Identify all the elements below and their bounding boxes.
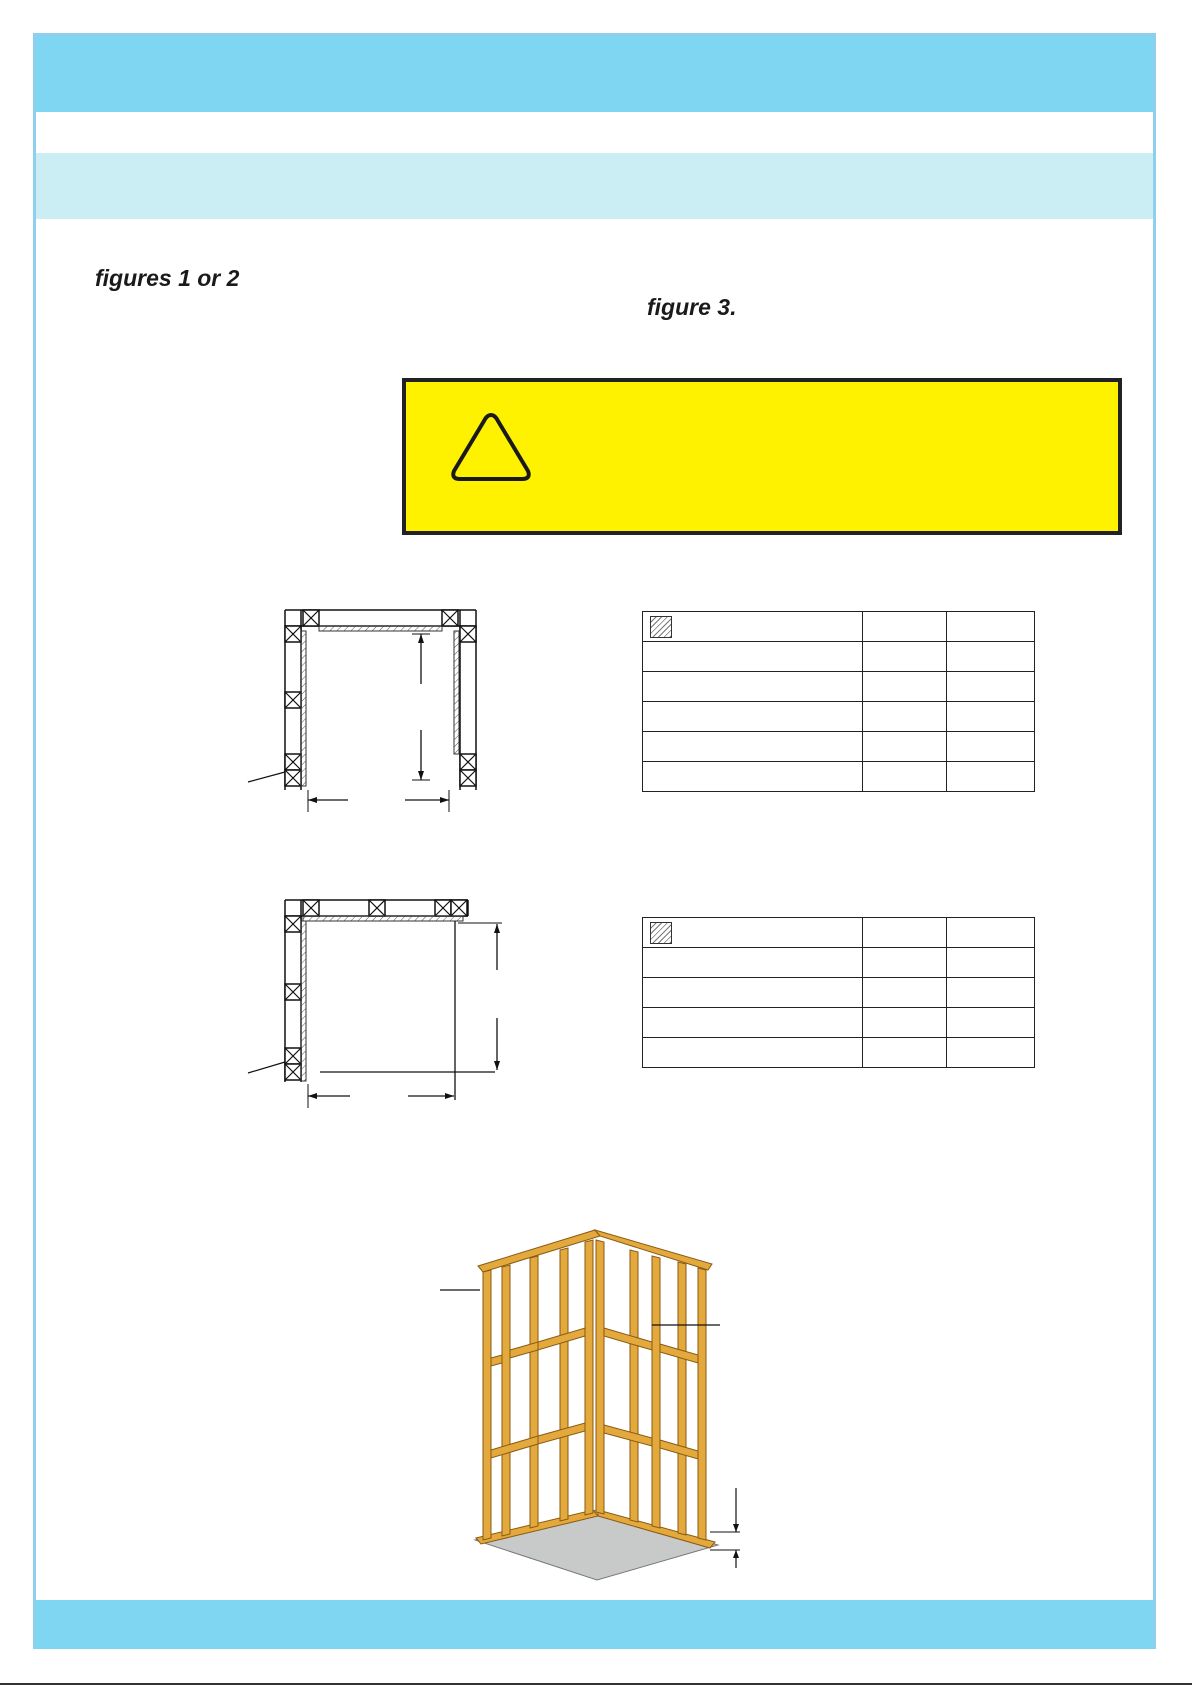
- figure-1-square-plan: [240, 600, 490, 820]
- figure-reference-1-2: figures 1 or 2: [95, 265, 240, 291]
- header-band: [36, 36, 1153, 112]
- hatched-panel-icon: [650, 616, 672, 638]
- figure-2-corner-plan: [240, 890, 510, 1110]
- figure-3-timber-frame: [440, 1220, 760, 1590]
- section-band: [36, 153, 1153, 219]
- spec-table-corner: [642, 917, 1035, 1068]
- footer-band: [36, 1600, 1153, 1649]
- figure-reference-3: figure 3.: [647, 294, 737, 320]
- hatched-panel-icon: [650, 922, 672, 944]
- warning-triangle-icon: [446, 409, 536, 485]
- warning-box: [402, 378, 1122, 535]
- spec-table-square: [642, 611, 1035, 792]
